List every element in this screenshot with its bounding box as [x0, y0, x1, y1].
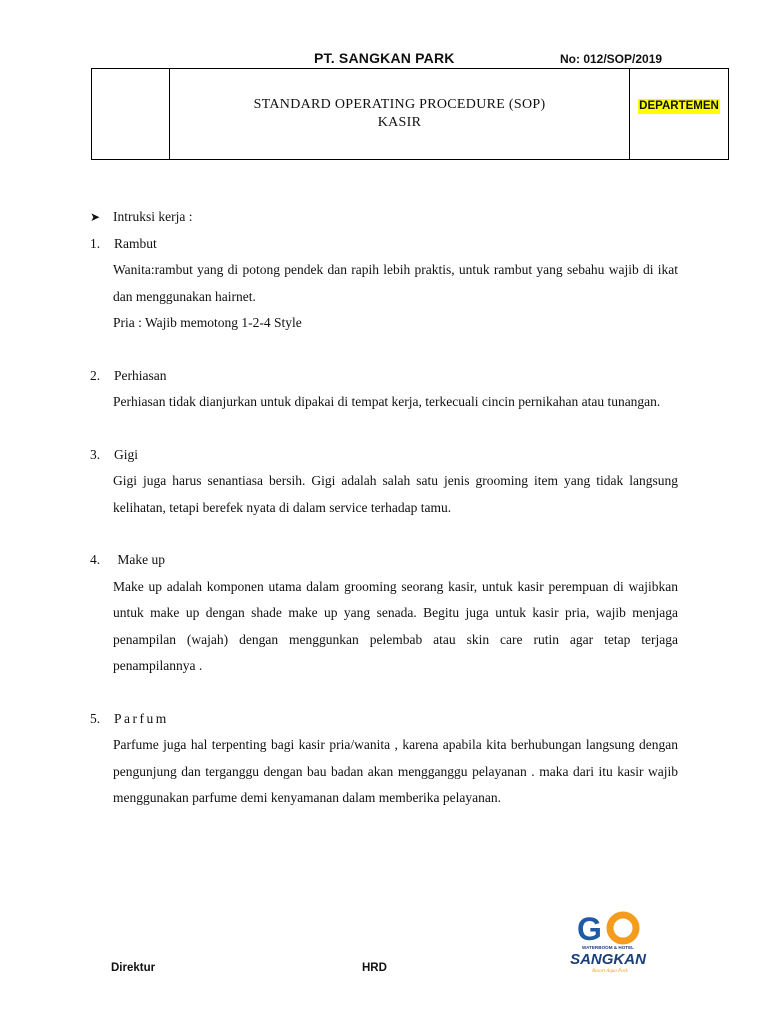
- instruction-number: 2.: [90, 367, 101, 383]
- instruction-title: Parfum: [114, 710, 169, 726]
- logo-tagline-text: Resort Aqua Park: [592, 969, 628, 974]
- instruction-paragraph: Wanita:rambut yang di potong pendek dan rapih lebih praktis, untuk rambut yang sebahu wajib di ikat dan menggunakan hairnet.: [113, 262, 678, 304]
- instruction-heading: [90, 547, 678, 574]
- sop-title: STANDARD OPERATING PROCEDURE (SOP): [253, 97, 546, 112]
- instruction-item: [90, 706, 678, 812]
- department-label: DEPARTEMEN: [639, 100, 719, 112]
- instruction-number: 3.: [90, 446, 101, 462]
- instruction-item: [90, 363, 678, 416]
- instruction-heading: [90, 442, 678, 469]
- header-table: [91, 68, 729, 160]
- header-department-cell: [630, 69, 728, 159]
- document-number: No: 012/SOP/2019: [560, 52, 663, 66]
- instruction-paragraph: Make up adalah komponen utama dalam grooming seorang kasir, untuk kasir perempuan di wajibkan untuk make up dengan shade make up yang senada. Begitu juga untuk kasir pria, wajib menjaga penampilan (wajah) dengan menggunkan pelembab atau skin care rutin agar tetap terjaga penampilannya .: [113, 578, 678, 673]
- logo-brand-text: SANGKAN: [570, 951, 646, 968]
- arrow-bullet-icon: ➤: [90, 210, 101, 224]
- intro-line: [90, 204, 678, 231]
- instruction-title: Make up: [114, 552, 165, 567]
- instruction-item: [90, 442, 678, 522]
- instruction-paragraph: Perhiasan tidak dianjurkan untuk dipakai di tempat kerja, terkecuali cincin pernikahan atau tunangan.: [113, 394, 661, 409]
- instruction-heading: [90, 706, 678, 733]
- instruction-heading: [90, 363, 678, 390]
- instruction-paragraph: Parfume juga hal terpenting bagi kasir pria/wanita , karena apabila kita berhubungan langsung dengan pengunjung dan terganggu dengan bau badan akan mengganggu pelayanan . maka dari itu kasir wajib menggunakan parfume demi kenyamanan dalam memberika pelayanan.: [113, 737, 678, 805]
- header-title-cell: [170, 69, 630, 159]
- sangkan-logo: [568, 906, 648, 978]
- instruction-title: Gigi: [114, 446, 139, 462]
- instruction-heading: [90, 231, 678, 258]
- svg-text:G: G: [577, 911, 602, 947]
- signature-hrd: HRD: [362, 962, 387, 974]
- instruction-number: 4.: [90, 552, 101, 567]
- instruction-paragraph: Gigi juga harus senantiasa bersih. Gigi adalah salah satu jenis grooming item yang tidak langsung kelihatan, tetapi berefek nyata di dalam service terhadap tamu.: [113, 473, 678, 515]
- instruction-list: [90, 231, 678, 812]
- company-name: PT. SANGKAN PARK: [314, 50, 455, 66]
- logo-small-text: WATERBOOM & HOTEL: [582, 945, 634, 950]
- instruction-title: Rambut: [114, 235, 157, 251]
- instruction-number: 1.: [90, 235, 101, 251]
- intro-text: Intruksi kerja :: [113, 209, 193, 224]
- instruction-title: Perhiasan: [114, 367, 167, 383]
- instruction-paragraph: Pria : Wajib memotong 1-2-4 Style: [113, 315, 302, 330]
- instruction-number: 5.: [90, 710, 101, 726]
- instruction-item: [90, 231, 678, 337]
- sop-subtitle: KASIR: [377, 115, 422, 130]
- sop-content: [90, 204, 678, 838]
- header-logo-cell: [92, 69, 170, 159]
- instruction-item: [90, 547, 678, 680]
- signature-direktur: Direktur: [111, 962, 156, 974]
